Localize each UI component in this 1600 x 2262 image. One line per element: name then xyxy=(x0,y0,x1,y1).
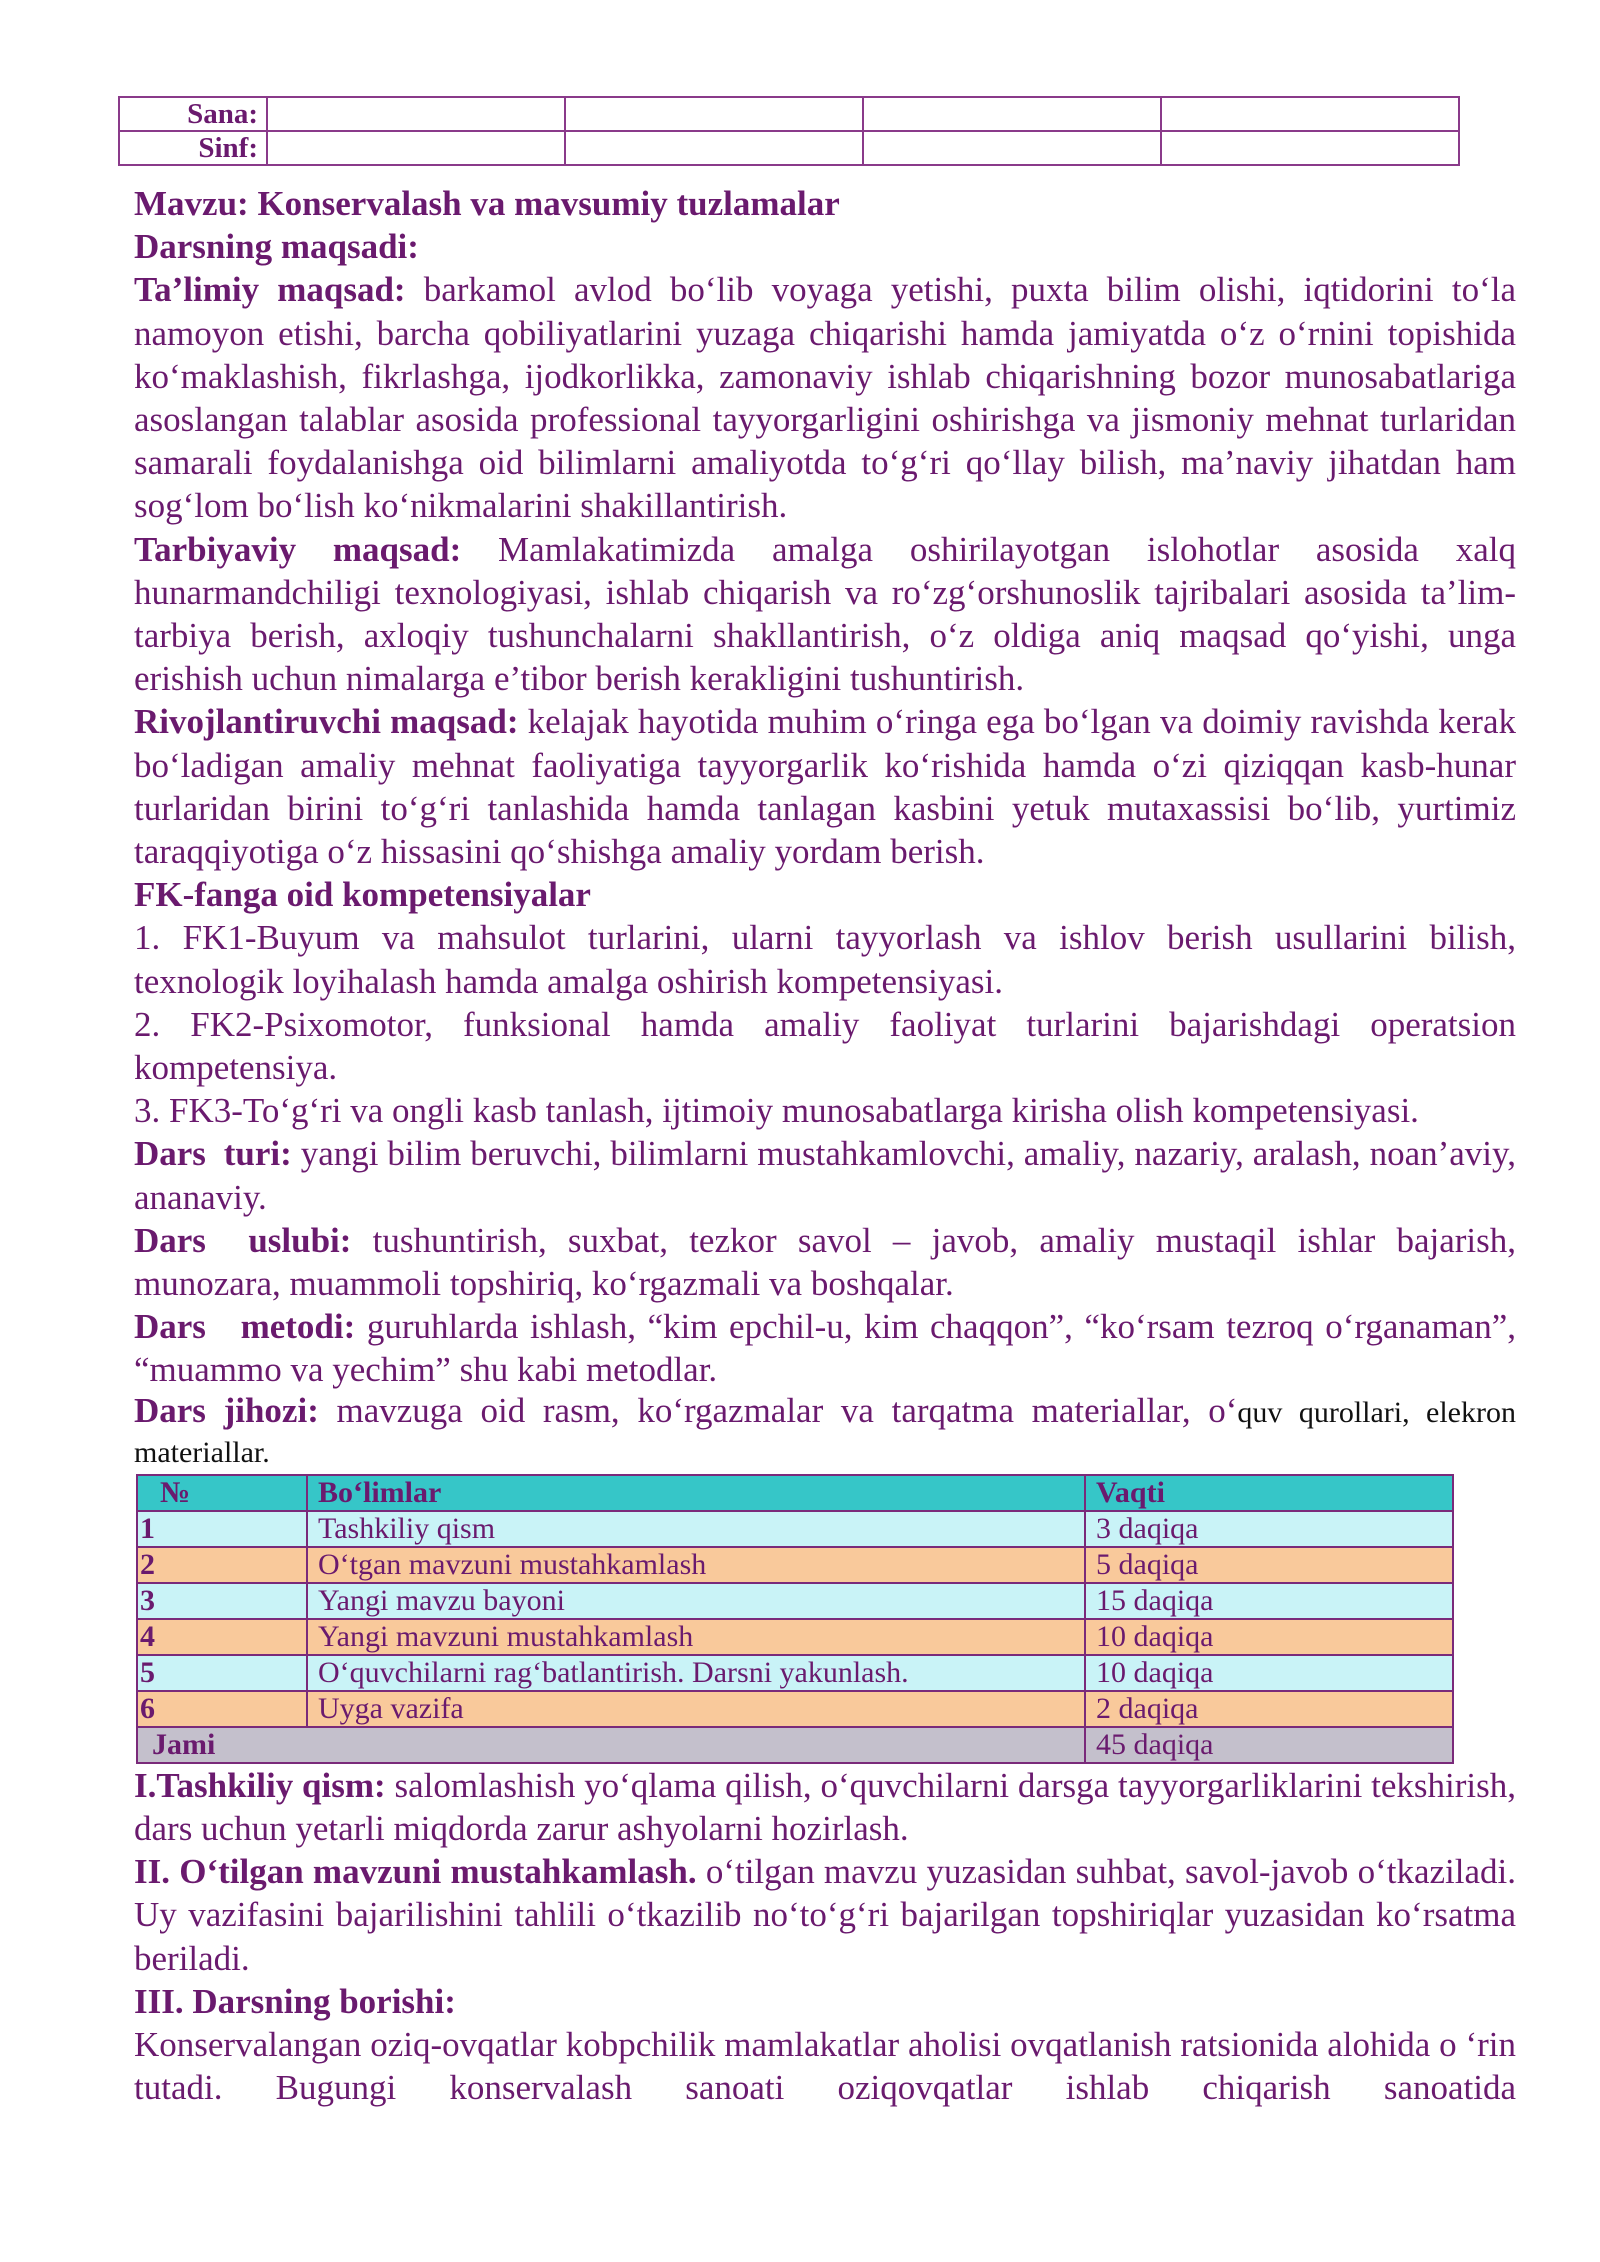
row-time: 15 daqiqa xyxy=(1085,1583,1453,1619)
table-row xyxy=(137,1583,1453,1619)
row-time: 3 daqiqa xyxy=(1085,1511,1453,1547)
total-label: Jami xyxy=(137,1727,1085,1763)
lesson-style-label: Dars uslubi: xyxy=(134,1220,352,1260)
lesson-equipment-tail: quv qurollari, elekron materiallar. xyxy=(134,1395,1516,1469)
row-number: 2 xyxy=(137,1547,307,1583)
sinf-cell[interactable] xyxy=(565,131,863,165)
row-number: 4 xyxy=(137,1619,307,1655)
lesson-method-label: Dars metodi: xyxy=(134,1307,356,1347)
goals-heading: Darsning maqsadi: xyxy=(134,227,419,267)
review-part-label: II. O‘tilgan mavzuni mustahkamlash. xyxy=(134,1852,697,1892)
table-row xyxy=(137,1511,1453,1547)
sinf-row xyxy=(119,131,1459,165)
lesson-topic: Mavzu: Konservalash va mavsumiy tuzlamalar xyxy=(134,184,840,223)
sinf-label: Sinf: xyxy=(119,131,267,165)
row-time: 2 daqiqa xyxy=(1085,1691,1453,1727)
sana-label: Sana: xyxy=(119,97,267,131)
lesson-progress-text: Konservalangan oziq-ovqatlar kobpchilik mamlakatlar aholisi ovqatlanish ratsionida alohida o ‘rin tutadi. Bugungi konservalash sanoati oziqovqatlar ishlab chiqarish sanoatida xyxy=(134,2024,1516,2108)
competency-item-1: 1. FK1-Buyum va mahsulot turlarini, ularni tayyorlash va ishlov berish usullarini bilish, texnologik loyihalash hamda amalga oshirish kompetensiyasi. xyxy=(134,918,1516,1001)
row-section: Yangi mavzu bayoni xyxy=(307,1583,1085,1619)
lesson-type-text: yangi bilim beruvchi, bilimlarni mustahkamlovchi, amaliy, nazariy, aralash, noan’aviy, ananaviy. xyxy=(134,1134,1517,1217)
column-header-number: № xyxy=(137,1475,307,1511)
row-time: 10 daqiqa xyxy=(1085,1619,1453,1655)
table-row xyxy=(137,1619,1453,1655)
competency-item-3: 3. FK3-To‘g‘ri va ongli kasb tanlash, ijtimoiy munosabatlarga kirisha olish kompetensiyasi. xyxy=(134,1091,1419,1131)
lesson-progress-heading: III. Darsning borishi: xyxy=(134,1981,456,2021)
upbringing-goal-label: Tarbiyaviy maqsad: xyxy=(134,529,462,569)
lesson-plan-table xyxy=(136,1474,1454,1764)
competency-item-2: 2. FK2-Psixomotor, funksional hamda amaliy faoliyat turlarini bajarishdagi operatsion kompetensiya. xyxy=(134,1004,1516,1088)
row-time: 10 daqiqa xyxy=(1085,1655,1453,1691)
lesson-style xyxy=(134,1219,1516,1305)
table-row xyxy=(137,1547,1453,1583)
upbringing-goal xyxy=(134,528,1516,701)
row-time: 5 daqiqa xyxy=(1085,1547,1453,1583)
row-section: O‘tgan mavzuni mustahkamlash xyxy=(307,1547,1085,1583)
document-body xyxy=(134,182,1516,2109)
sana-cell[interactable] xyxy=(1161,97,1459,131)
row-number: 6 xyxy=(137,1691,307,1727)
educational-goal-text: barkamol avlod bo‘lib voyaga yetishi, puxta bilim olishi, iqtidorini to‘la namoyon etishi, barcha qobiliyatlarini yuzaga chiqarishi hamda jamiyatda o‘z o‘rnini topishida ko‘maklashish, fikrlashga, ijodkorlikka, zamonaviy ishlab chiqarishning bozor munosabatlariga asoslangan talablar asosida professional tayyorgarligini oshirishga va jismoniy mehnat turlaridan samarali foydalanishga oid bilimlarni amaliyotda to‘g‘ri qo‘llay bilish, ma’naviy jihatdan ham sog‘lom bo‘lish ko‘nikmalarini shakillantirish. xyxy=(134,270,1516,526)
developmental-goal-text: kelajak hayotida muhim o‘ringa ega bo‘lgan va doimiy ravishda kerak bo‘ladigan amaliy mehnat faoliyatiga tayyorgarlik ko‘rishida hamda o‘zi qiziqqan kasb-hunar turlaridan birini to‘g‘ri tanlashida hamda tanlagan kasbini yetuk mutaxassisi bo‘lib, yurtimiz taraqqiyotiga o‘z hissasini qo‘shishga amaliy yordam berish. xyxy=(134,702,1516,872)
review-part-text: o‘tilgan mavzu yuzasidan suhbat, savol-javob o‘tkaziladi. Uy vazifasini bajarilishini tahlili o‘tkazilib no‘to‘g‘ri bajarilgan topshiriqlar yuzasidan ko‘rsatma beriladi. xyxy=(134,1852,1517,1978)
sinf-cell[interactable] xyxy=(1161,131,1459,165)
sinf-cell[interactable] xyxy=(863,131,1161,165)
table-header-row xyxy=(137,1475,1453,1511)
upbringing-goal-text: Mamlakatimizda amalga oshirilayotgan islohotlar asosida xalq hunarmandchiligi texnologiyasi, ishlab chiqarish va ro‘zg‘orshunoslik tajribalari asosida ta’lim-tarbiya berish, axloqiy tushunchalarni shakllantirish, o‘z oldiga aniq maqsad qo‘yishi, unga erishish uchun nimalarga e’tibor berish kerakligini tushuntirish. xyxy=(134,529,1516,699)
row-number: 1 xyxy=(137,1511,307,1547)
sana-cell[interactable] xyxy=(565,97,863,131)
total-time: 45 daqiqa xyxy=(1085,1727,1453,1763)
table-total-row xyxy=(137,1727,1453,1763)
organizational-part-text: salomlashish yo‘qlama qilish, o‘quvchilarni darsga tayyorgarliklarini tekshirish, dars uchun yetarli miqdorda zarur ashyolarni hozirlash. xyxy=(134,1765,1516,1848)
lesson-method xyxy=(134,1305,1516,1391)
educational-goal-label: Ta’limiy maqsad: xyxy=(134,270,406,310)
developmental-goal xyxy=(134,700,1516,873)
row-section: Yangi mavzuni mustahkamlash xyxy=(307,1619,1085,1655)
row-section: Uyga vazifa xyxy=(307,1691,1085,1727)
developmental-goal-label: Rivojlantiruvchi maqsad: xyxy=(134,702,519,742)
competencies-heading: FK-fanga oid kompetensiyalar xyxy=(134,875,591,915)
sana-cell[interactable] xyxy=(267,97,565,131)
column-header-time: Vaqti xyxy=(1085,1475,1453,1511)
educational-goal xyxy=(134,268,1516,527)
table-row xyxy=(137,1655,1453,1691)
review-part xyxy=(134,1850,1516,1980)
row-section: Tashkiliy qism xyxy=(307,1511,1085,1547)
lesson-style-text: tushuntirish, suxbat, tezkor savol – javob, amaliy mustaqil ishlar bajarish, munozara, muammoli topshiriq, ko‘rgazmali va boshqalar. xyxy=(134,1220,1516,1304)
row-number: 3 xyxy=(137,1583,307,1619)
row-section: O‘quvchilarni rag‘batlantirish. Darsni yakunlash. xyxy=(307,1655,1085,1691)
lesson-type-label: Dars turi: xyxy=(134,1134,292,1174)
lesson-equipment-text: mavzuga oid rasm, ko‘rgazmalar va tarqatma materiallar, o‘ xyxy=(318,1390,1238,1430)
column-header-sections: Bo‘limlar xyxy=(307,1475,1085,1511)
table-row xyxy=(137,1691,1453,1727)
lesson-type xyxy=(134,1132,1516,1218)
organizational-part xyxy=(134,1764,1516,1850)
date-class-table xyxy=(118,96,1460,166)
row-number: 5 xyxy=(137,1655,307,1691)
sana-cell[interactable] xyxy=(863,97,1161,131)
lesson-equipment-label: Dars jihozi: xyxy=(134,1390,319,1430)
lesson-method-text: guruhlarda ishlash, “kim epchil-u, kim chaqqon”, “ko‘rsam tezroq o‘rganaman”, “muammo va yechim” shu kabi metodlar. xyxy=(134,1307,1516,1390)
sinf-cell[interactable] xyxy=(267,131,565,165)
lesson-equipment xyxy=(134,1392,1516,1472)
organizational-part-label: I.Tashkiliy qism: xyxy=(134,1765,386,1805)
sana-row xyxy=(119,97,1459,131)
